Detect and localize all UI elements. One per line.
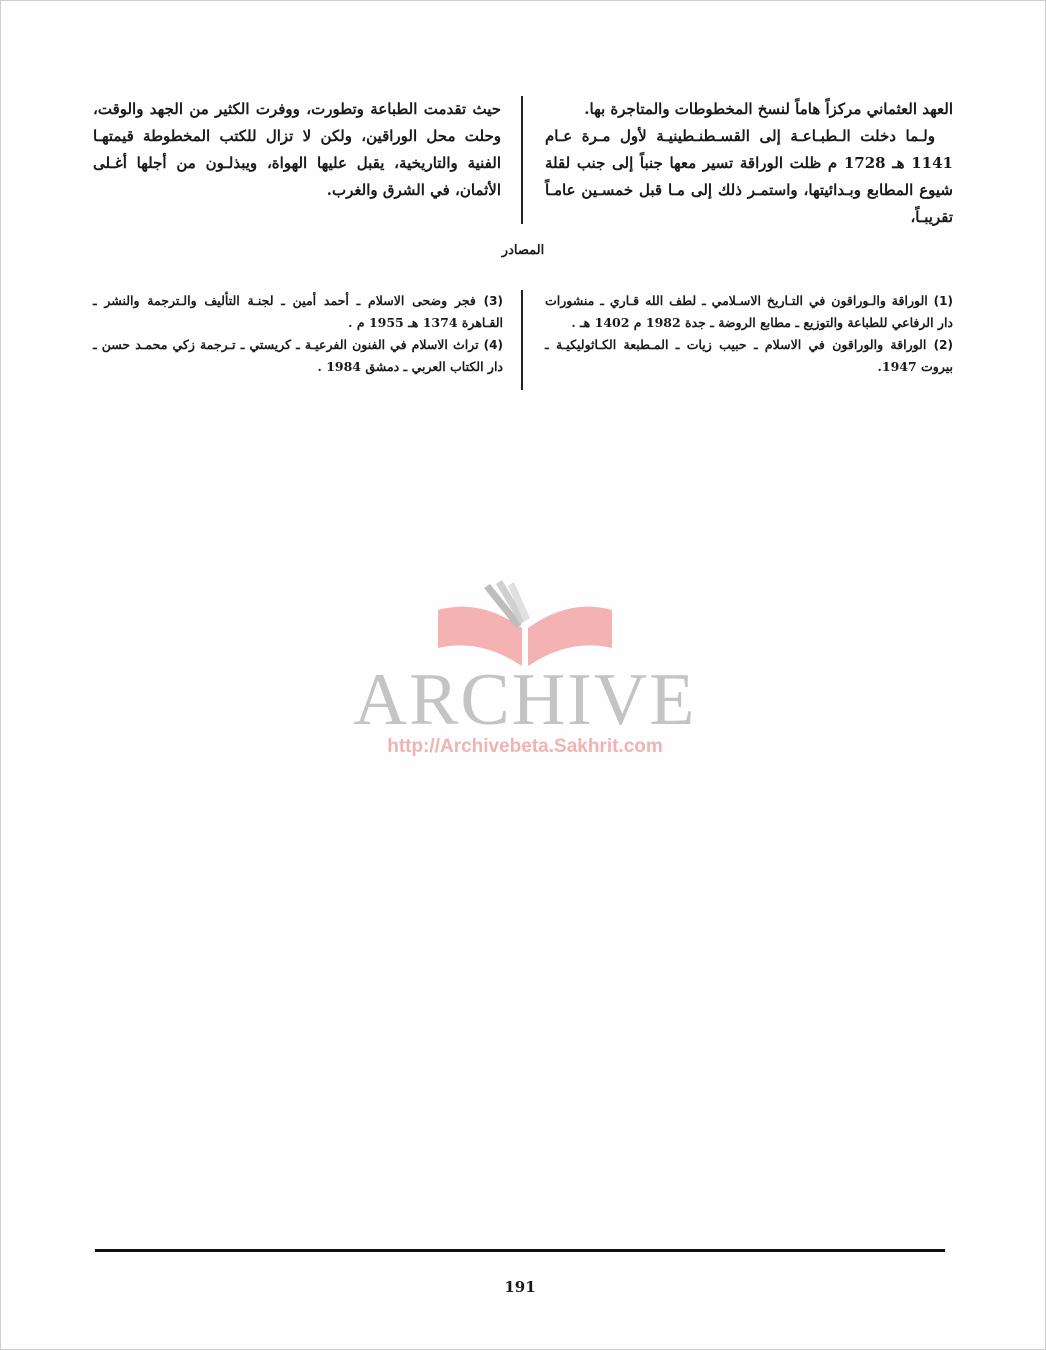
column-divider: [521, 96, 523, 224]
body-column-left: [93, 96, 501, 204]
reference-text: تراث الاسلام في الفنون الفرعيـة ـ كريستي ـ تـرجمة زكي محمـد حسن ـ دار الكتاب العربي ـ دمشق 1984 .: [93, 337, 503, 374]
page-number: 191: [504, 1278, 536, 1296]
archive-watermark: [340, 580, 710, 770]
reference-text: الوراقة والـوراقون في التـاريخ الاسـلامي ـ لطف الله قـاري ـ منشورات دار الرفاعي للطباعة والتوزيع ـ مطابع الروضة ـ جدة 1982 م 1402 هـ .: [545, 293, 953, 330]
reference-number: (4): [483, 338, 503, 352]
reference-item: [545, 334, 953, 378]
reference-number: (2): [933, 338, 953, 352]
reference-text: فجر وضحى الاسلام ـ أحمد أمين ـ لجنـة التأليف والـترجمة والنشر ـ القـاهرة 1374 هـ 1955 م .: [93, 293, 503, 330]
paragraph: حيث تقدمت الطباعة وتطورت، ووفرت الكثير من الجهد والوقت، وحلت محل الوراقين، ولكن لا تزال للكتب المخطوطة قيمتهـا الفنية والتاريخية، يقبل عليها الهواة، ويبذلـون من أجلها أغـلى الأثمان، في الشرق والغرب.: [93, 100, 501, 199]
open-book-icon: [430, 580, 620, 670]
reference-item: [545, 290, 953, 334]
references-left: [93, 290, 503, 378]
body-column-right: [545, 96, 953, 231]
sources-heading: المصادر: [501, 243, 545, 258]
reference-item: [93, 334, 503, 378]
footer-rule: [95, 1249, 945, 1252]
reference-number: (1): [933, 294, 953, 308]
references-divider: [521, 290, 523, 390]
paragraph: العهد العثماني مركزاً هاماً لنسخ المخطوطات والمتاجرة بها.: [584, 100, 953, 118]
reference-item: [93, 290, 503, 334]
references-right: [545, 290, 953, 378]
reference-text: الوراقة والوراقون في الاسلام ـ حبيب زيات ـ المـطبعة الكـاثوليكيـة ـ بيروت 1947.: [545, 337, 953, 374]
watermark-url: http://Archivebeta.Sakhrit.com: [387, 736, 663, 757]
watermark-word: ARCHIVE: [353, 659, 697, 741]
paragraph: ولـما دخلت الـطبـاعـة إلى القسـطنـطينيـة لأول مـرة عـام 1141 هـ 1728 م ظلت الوراقة تسير معها جنباً إلى جنب لقلة شيوع المطابع وبـدائيتها، واستمـر ذلك إلى مـا قبل خمسـين عامـاً تقريبـاً،: [545, 127, 953, 226]
reference-number: (3): [483, 294, 503, 308]
